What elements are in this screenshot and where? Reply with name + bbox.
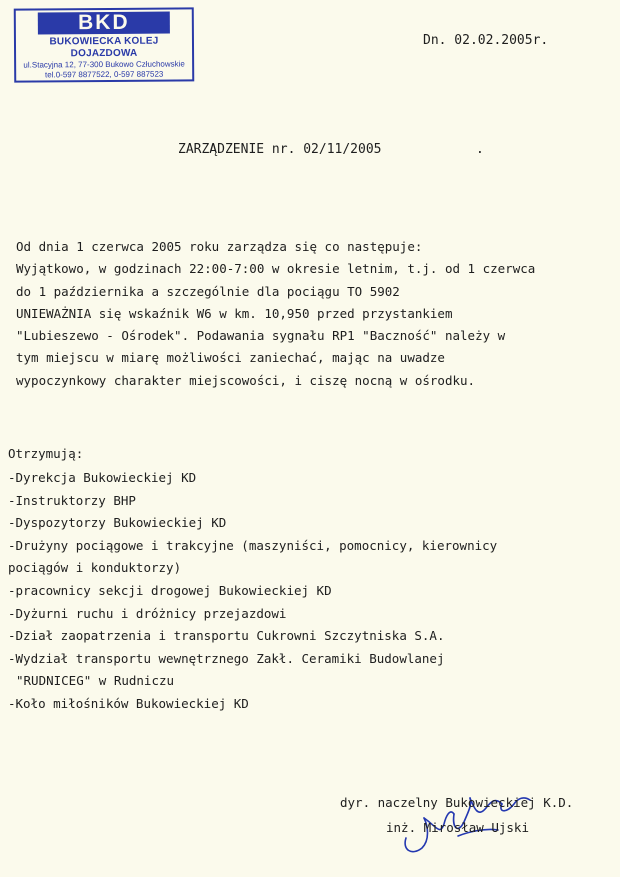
body-line: UNIEWAŻNIA się wskaźnik W6 w km. 10,950 przed przystankiem [16,305,453,321]
company-stamp [14,7,195,82]
stamp-phone: tel.0-597 8877522, 0-597 887523 [45,69,164,80]
list-item: -pracownicy sekcji drogowej Bukowieckiej KD [8,582,332,598]
handwritten-signature [398,778,548,858]
document-title: ZARZĄDZENIE nr. 02/11/2005 [178,142,382,157]
list-item: -Dyspozytorzy Bukowieckiej KD [8,515,227,531]
signatory-title: dyr. naczelny Bukowieckiej K.D. [340,795,574,810]
list-item: -Koło miłośników Bukowieckiej KD [8,695,249,711]
body-text [16,236,612,392]
body-line: do 1 października a szczególnie dla pociągu TO 5902 [16,283,400,299]
recipients-list [8,467,612,716]
stamp-logo: BKD [38,12,170,35]
body-line: Od dnia 1 czerwca 2005 roku zarządza się co następuje: [16,239,423,254]
list-item: -Dział zaopatrzenia i transportu Cukrowni Szczytniska S.A. [8,628,445,644]
title-mark: . [476,142,484,157]
body-line: "Lubieszewo - Ośrodek". Podawania sygnału RP1 "Baczność" należy w [16,328,506,344]
list-item: -Wydział transportu wewnętrznego Zakł. Ceramiki Budowlanej [8,650,445,666]
recipients-heading: Otrzymują: [8,446,84,461]
body-line: tym miejscu w miarę możliwości zaniechać, mając na uwadze [16,350,445,366]
signatory-name: inż. Mirosław Ujski [386,820,529,835]
list-item: -Instruktorzy BHP [8,492,136,508]
list-item: -Dyrekcja Bukowieckiej KD [8,470,197,485]
list-item: "RUDNICEG" w Rudniczu [16,673,175,689]
body-line: wypoczynkowy charakter miejscowości, i ciszę nocną w ośrodku. [16,372,476,388]
list-item: pociągów i konduktorzy) [8,560,182,576]
body-line: Wyjątkowo, w godzinach 22:00-7:00 w okresie letnim, t.j. od 1 czerwca [16,261,536,277]
list-item: -Drużyny pociągowe i trakcyjne (maszyniści, pomocnicy, kierownicy [8,537,498,553]
stamp-company-name: BUKOWIECKA KOLEJ DOJAZDOWA [49,35,159,60]
stamp-address: ul.Stacyjna 12, 77-300 Bukowo Człuchowskie [23,59,185,70]
list-item: -Dyżurni ruchu i dróżnicy przejazdowi [8,605,287,621]
document-date: Dn. 02.02.2005r. [423,33,549,48]
